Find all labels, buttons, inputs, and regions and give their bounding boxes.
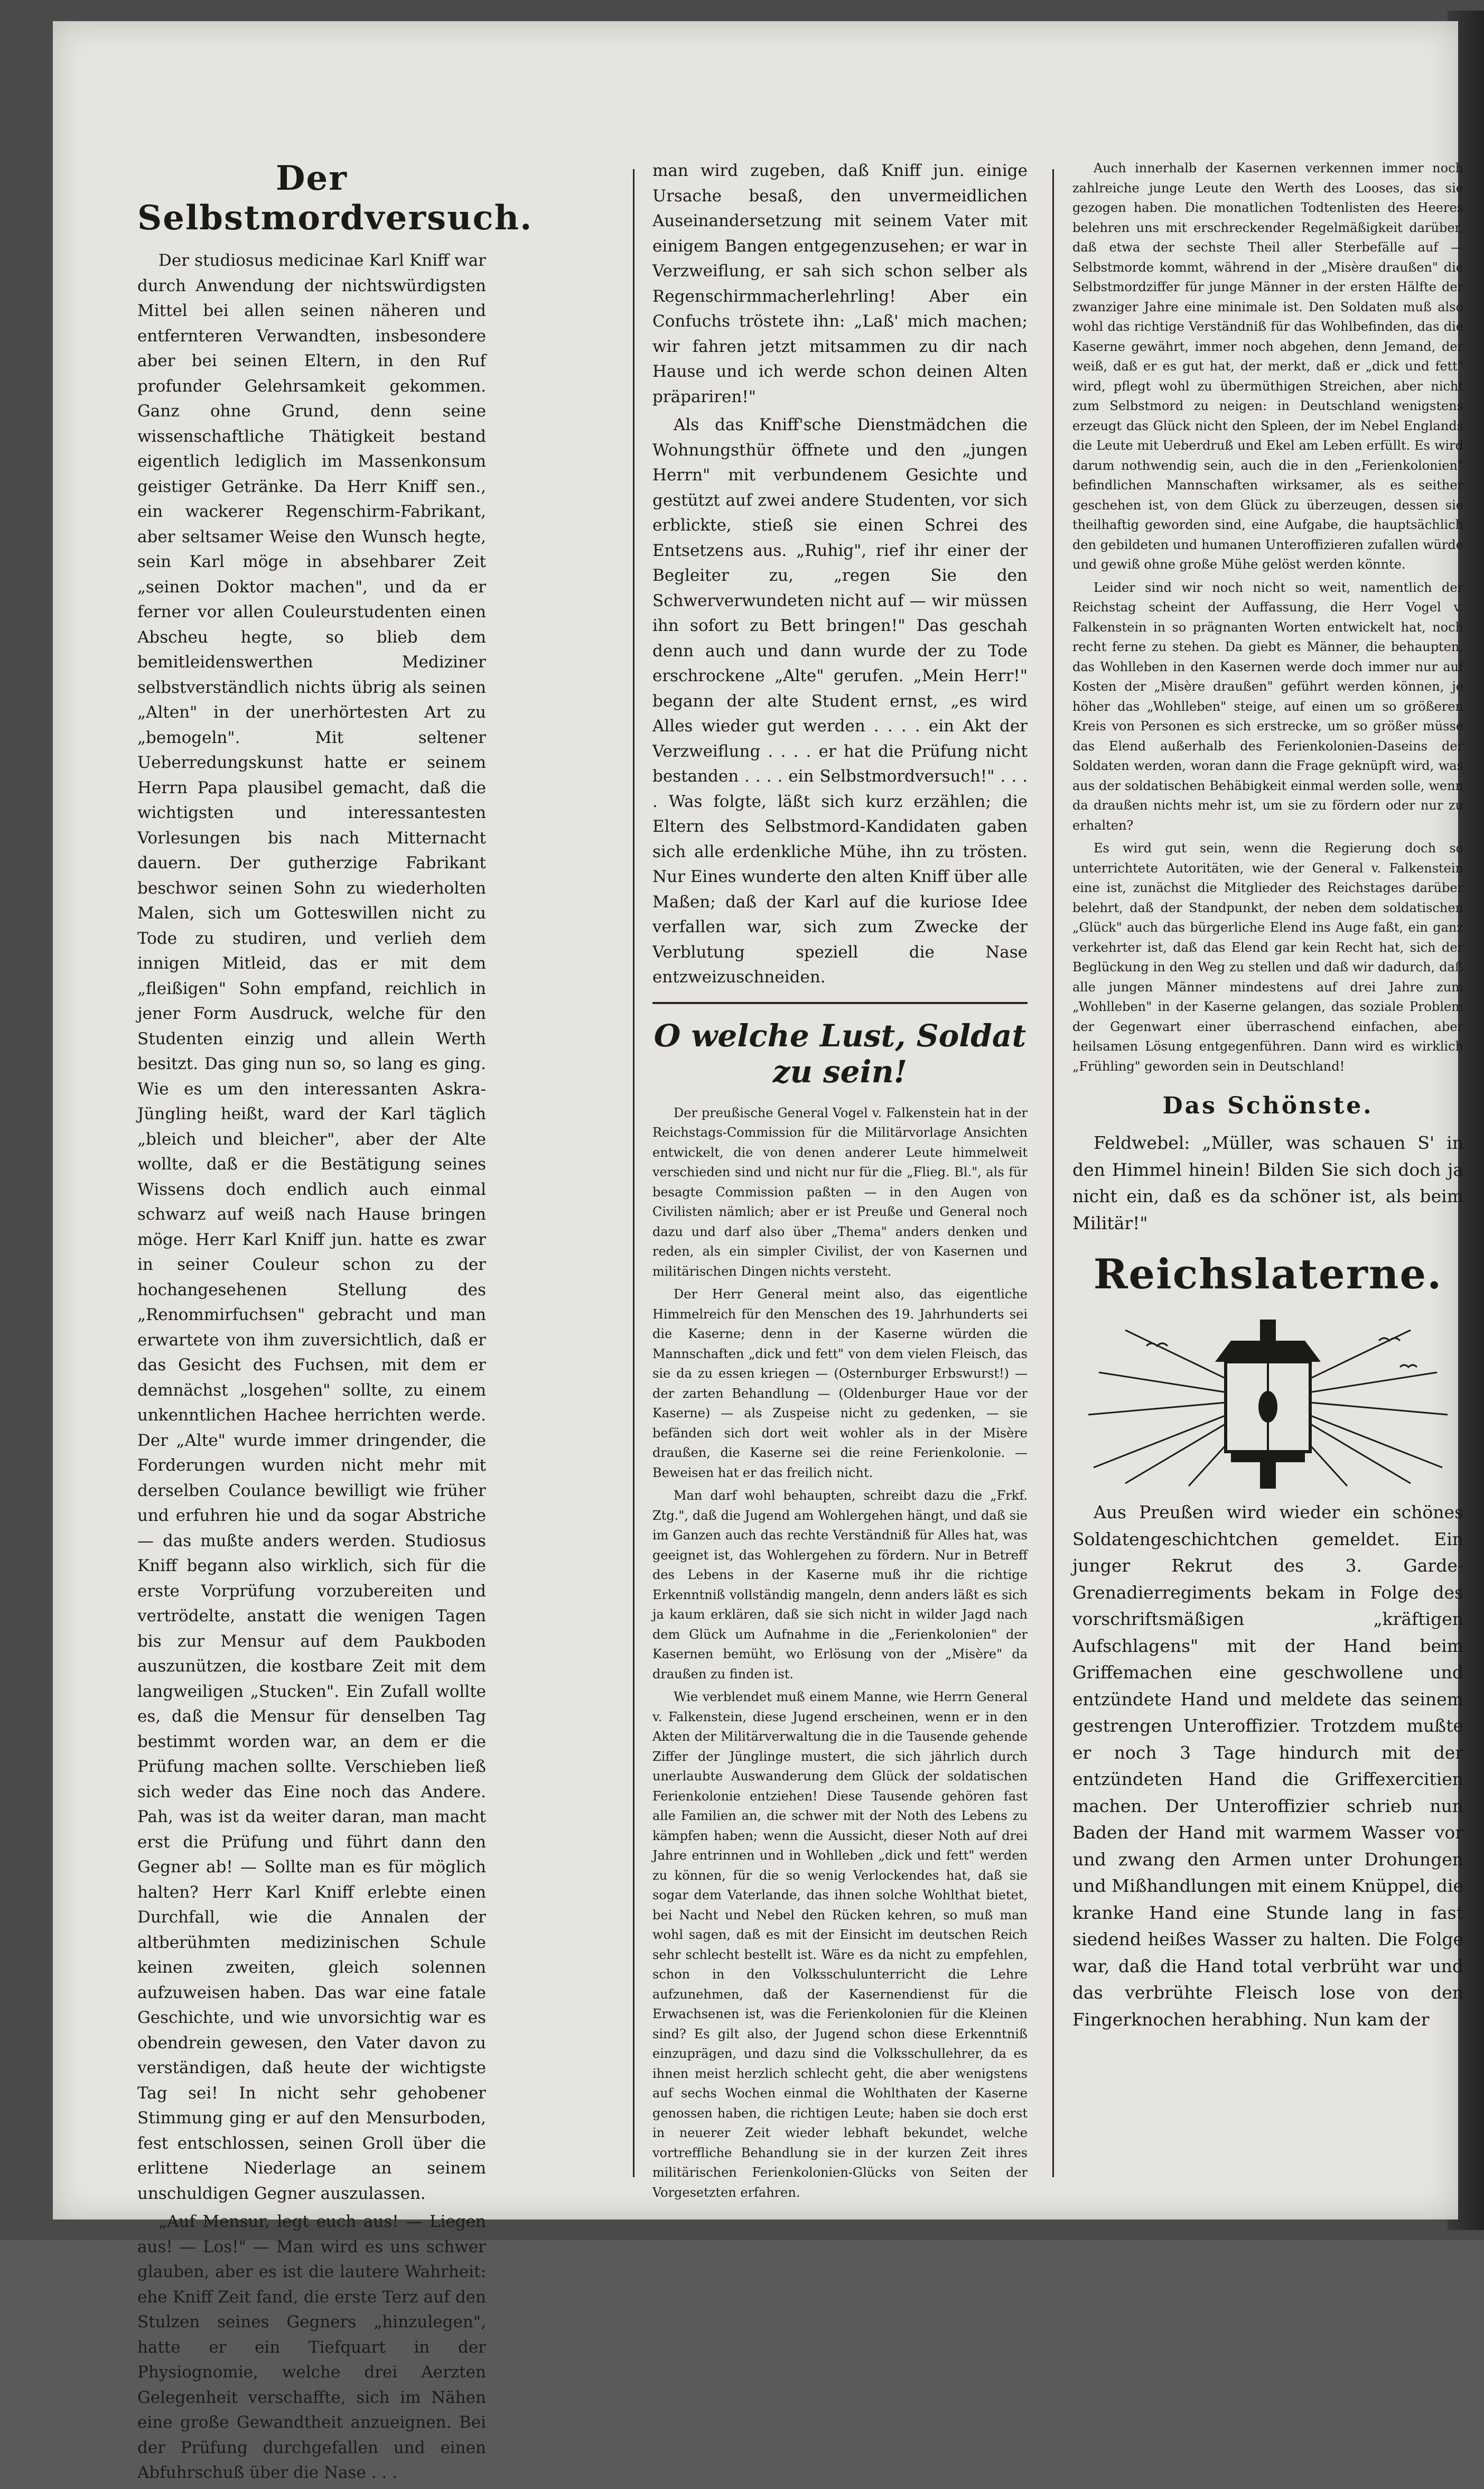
paragraph: Es wird gut sein, wenn die Regierung doch so unterrichtete Autoritäten, wie der General v. Falkenstein eine ist, zunächst die Mitglieder des Reichstages darüber belehrt, daß der Standpunkt, der neben dem soldatischen „Glück" auch das bürgerliche Elend ins Auge faßt, ein ganz verkehrter ist, daß das Elend gar kein Recht hat, sich der Beglückung in den Weg zu stellen und daß wir dadurch, daß alle jungen Männer mindestens auf drei Jahre zum „Wohlleben" in der Kaserne gelangen, das soziale Problem der Gegenwart einer überraschend einfachen, aber heilsamen Lösung entgegenführen. Dann wird es wirklich „Frühling" geworden sein in Deutschland! (1072, 841, 1463, 1074)
article-continuation-selbstmordversuch (652, 159, 1028, 990)
article-continuation-soldat (1072, 159, 1463, 1076)
paragraph: Wie verblendet muß einem Manne, wie Herrn General v. Falkenstein, diese Jugend erscheinen, wenn er in den Akten der Militärverwaltung die in die Tausende gehende Ziffer der Jünglinge mustert, die sich jährlich durch unerlaubte Auswanderung dem Glück der soldatischen Ferienkolonie entziehen! Diese Tausende gehören fast alle Familien an, die schwer mit der Noth des Lebens zu kämpfen haben; wenn die Aussicht, dieser Noth auf drei Jahre entrinnen und in Wohlleben „dick und fett" werden zu können, für die so wenig Verlockendes hat, daß sie sogar dem Vaterlande, das ihnen solche Wohlthat bietet, bei Nacht und Nebel den Rücken kehren, so muß man wohl sagen, daß es mit der Einsicht im deutschen Reich sehr schlecht bestellt ist. Wäre es da nicht zu empfehlen, schon in den Volksschulunterricht die Lehre aufzunehmen, daß der Kasernendienst für die Erwachsenen ist, was die Ferienkolonien für die Kleinen sind? Es gilt also, der Jugend schon diese Erkenntniß einzuprägen, und dazu sind die Volksschullehrer, da es ihnen meist herzlich schlecht geht, die aber wenigstens auf sechs Wochen einmal die Wohlthaten der Kaserne genossen haben, die richtigen Leute; haben sie doch erst in neuerer Zeit wieder lebhaft bekundet, welche vortreffliche Behandlung sie in der kurzen Zeit ihres militärischen Ferienkolonien-Glücks von Seiten der Vorgesetzten erfahren. (652, 1689, 1028, 2200)
column-1 (137, 159, 533, 2489)
paragraph: man wird zugeben, daß Kniff jun. einige Ursache besaß, den unvermeidlichen Auseinandersetzung mit seinem Vater mit einigem Bangen entgegenzusehen; er war in Verzweiflung, er sah sich schon selber als Regenschirmmacherlehrling! Aber ein Confuchs tröstete ihn: „Laß' mich machen; wir fahren jetzt mitsammen zu dir nach Hause und ich werde schon deinen Alten präpariren!" (652, 161, 1028, 406)
paragraph: „Auf Mensur, legt euch aus! — Liegen aus! — Los!" — Man wird es uns schwer glauben, aber es ist die lautere Wahrheit: ehe Kniff Zeit fand, die erste Terz auf den Stulzen seines Gegners „hinzulegen", hatte er ein Tiefquart in der Physiognomie, welche drei Aerzten Gelegenheit verschaffte, sich im Nähen eine große Gewandtheit anzueignen. Bei der Prüfung durchgefallen und einen Abfuhrschuß über die Nase . . . (137, 2212, 486, 2482)
paragraph: Man darf wohl behaupten, schreibt dazu die „Frkf. Ztg.", daß die Jugend am Wohlergehen hängt, und daß sie im Ganzen auch das rechte Verständniß für Alles hat, was geeignet ist, das Wohlergehen zu fördern. Nur in Betreff des Lebens in der Kaserne muß ihr die richtige Erkenntniß vollständig mangeln, denn anders läßt es sich ja kaum erklären, daß sie sich nicht in wilder Jagd nach dem Glück um Aufnahme in die „Ferienkolonien" der Kasernen bemüht, wo Erlösung von der „Misère" da draußen zu finden ist. (652, 1488, 1028, 1682)
paragraph: Aus Preußen wird wieder ein schönes Soldatengeschichtchen gemeldet. Ein junger Rekrut des 3. Garde-Grenadierregiments bekam in Folge des vorschriftsmäßigen „kräftigen Aufschlagens" mit der Hand beim Griffemachen eine geschwollene und entzündete Hand und meldete das seinem gestrengen Unteroffizier. Trotzdem mußte er noch 3 Tage hindurch mit der entzündeten Hand die Griffexercitien machen. Der Unteroffizier schrieb nun Baden der Hand mit warmem Wasser vor und zwang den Armen unter Drohungen und Mißhandlungen mit einem Knüppel, die kranke Hand eine Stunde lang in fast siedend heißes Wasser zu halten. Die Folge war, daß die Hand total verbrüht war und das verbrühte Fleisch lose von den Fingerknochen herabhing. Nun kam der (1072, 1502, 1463, 2030)
paragraph: Leider sind wir noch nicht so weit, namentlich der Reichstag scheint der Auffassung, die Herr Vogel v. Falkenstein in so prägnanten Worten entwickelt hat, noch recht ferne zu stehen. Da giebt es Männer, die behaupten, das Wohlleben in den Kasernen werde doch immer nur auf Kosten der „Misère draußen" geführt werden können, je höher das „Wohlleben" steige, auf einen um so größeren Kreis von Personen es sich erstrecke, um so größer müsse das Elend außerhalb des Ferienkolonien-Daseins der Soldaten werden, woran dann die Frage geknüpft wird, was aus der soldatischen Behäbigkeit einmal werden solle, wenn da draußen nichts mehr ist, um sie zu fördern oder nur zu erhalten? (1072, 580, 1463, 833)
article-body-das-schoenste (1072, 1130, 1463, 1237)
column-rule-1 (633, 169, 634, 2177)
column-3 (1072, 159, 1463, 2036)
lantern-illustration (1083, 1309, 1453, 1489)
paragraph: Feldwebel: „Müller, was schauen S' in den Himmel hinein! Bilden Sie sich doch ja nicht ein, daß es da schöner ist, als beim Militär!" (1072, 1132, 1463, 1233)
article-title-selbstmordversuch: Der Selbstmordversuch. (137, 159, 533, 238)
paragraph: Der Herr General meint also, das eigentliche Himmelreich für den Menschen des 19. Jahrhunderts sei die Kaserne; denn in der Kaserne würden die Mannschaften „dick und fett" von dem vielen Fleisch, das sie da zu essen kriegen — (Osternburger Erbswurst!) — der zarten Behandlung — (Oldenburger Haue vor der Kaserne) — als Zuspeise nicht zu gedenken, — sie befänden sich dort weit wohler als in der Misère draußen, die Kaserne sei die reine Ferienkolonie. — Beweisen hat er das freilich nicht. (652, 1287, 1028, 1480)
article-title-soldat: O welche Lust, Soldat zu sein! (654, 1017, 1026, 1090)
article-title-das-schoenste: Das Schönste. (1162, 1092, 1374, 1119)
column-rule-2 (1052, 169, 1054, 2177)
paragraph: Auch innerhalb der Kasernen verkennen immer noch zahlreiche junge Leute den Werth des Looses, das sie gezogen haben. Die monatlichen Todtenlisten des Heeres belehren uns mit erschreckender Regelmäßigkeit darüber, daß etwa der sechste Theil aller Sterbefälle auf — Selbstmorde kommt, während in der „Misère draußen" die Selbstmordziffer für junge Männer in der ersten Hälfte der zwanziger Jahre eine minimale ist. Den Soldaten muß also wohl das richtige Verständniß für das Wohlbefinden, das die Kaserne gewährt, immer noch abgehen, denn Jemand, der weiß, daß er es gut hat, der merkt, daß er „dick und fett" wird, pflegt wohl zu übermüthigen Streichen, aber nicht zum Selbstmord zu neigen: in Deutschland wenigstens erzeugt das Glück nicht den Spleen, der im Nebel Englands die Leute mit Ueberdruß und Ekel am Leben erfüllt. Es wird darum nothwendig sein, auch die in den „Ferienkolonien" befindlichen Mannschaften wirksamer, als es seither geschehen ist, von dem Glück zu überzeugen, dessen sie theilhaftig geworden sind, eine Aufgabe, die hauptsächlich den gebildeten und humanen Unteroffizieren zufallen würde und gewiß ohne große Mühe gelöst werden könnte. (1072, 161, 1463, 572)
article-body-selbstmordversuch (137, 248, 486, 2486)
article-body-soldat (652, 1103, 1028, 2203)
section-divider (652, 1002, 1028, 1004)
column-2 (652, 159, 1028, 2206)
article-body-reichslaterne (1072, 1499, 1463, 2033)
paragraph: Der studiosus medicinae Karl Kniff war durch Anwendung der nichtswürdigsten Mittel bei allen seinen näheren und entfernteren Verwandten, insbesondere aber bei seinen Eltern, in den Ruf profunder Gelehrsamkeit gekommen. Ganz ohne Grund, denn seine wissenschaftliche Thätigkeit bestand eigentlich lediglich im Massenkonsum geistiger Getränke. Da Herr Kniff sen., ein wackerer Regenschirm-Fabrikant, aber seltsamer Weise den Wunsch hegte, sein Karl möge in absehbarer Zeit „seinen Doktor machen", und da er ferner vor allen Couleurstudenten einen Abscheu hegte, so blieb dem bemitleidenswerthen Mediziner selbstverständlich nichts übrig als seinen „Alten" in der unerhörtesten Art zu „bemogeln". Mit seltener Ueberredungskunst hatte er seinem Herrn Papa plausibel gemacht, daß die wichtigsten und interessantesten Vorlesungen bis nach Mitternacht dauern. Der gutherzige Fabrikant beschwor seinen Sohn zu wiederholten Malen, sich um Gotteswillen nicht zu Tode zu studiren, und verlieh dem innigen Mitleid, das er mit dem „fleißigen" Sohn empfand, reichlich in jener Form Ausdruck, welche für den Studenten einzig und allein Werth besitzt. Das ging nun so, so lang es ging. Wie es um den interessanten Askra-Jüngling heißt, ward der Karl täglich „bleich und bleicher", aber der Alte wollte, daß er die Bestätigung seines Wissens doch endlich auch einmal schwarz auf weiß nach Hause bringen möge. Herr Karl Kniff jun. hatte es zwar in seiner Couleur schon zu der hochangesehenen Stellung des „Renommirfuchsen" gebracht und man erwartete von ihm zuversichtlich, daß er das Gesicht des Fuchsen, mit dem er demnächst „losgehen" sollte, zu einem unkenntlichen Hachee herrichten werde. Der „Alte" wurde immer dringender, die Forderungen wurden nicht mehr mit derselben Coulance bewilligt wie früher und erfuhren hie und da sogar Abstriche — das mußte anders werden. Studiosus Kniff begann also wirklich, sich für die erste Vorprüfung vorzubereiten und vertrödelte, anstatt die wenigen Tagen bis zur Mensur auf dem Paukboden auszunützen, die kostbare Zeit mit dem langweiligen „Stucken". Ein Zufall wollte es, daß die Mensur für denselben Tag bestimmt worden war, an dem er die Prüfung machen sollte. Verschieben ließ sich weder das Eine noch das Andere. Pah, was ist da weiter daran, man macht erst die Prüfung und führt dann den Gegner ab! — Sollte man es für möglich halten? Herr Karl Kniff erlebte einen Durchfall, wie die Annalen der altberühmten medizinischen Schule keinen zweiten, gleich solennen aufzuweisen haben. Das war eine fatale Geschichte, und wie unvorsichtig war es obendrein gewesen, den Vater davon zu verständigen, daß heute der wichtigste Tag sei! In nicht sehr gehobener Stimmung ging er auf den Mensurboden, fest entschlossen, seinen Groll über die erlittene Niederlage an seinem unschuldigen Gegner auszulassen. (137, 251, 486, 2203)
paragraph: Der preußische General Vogel v. Falkenstein hat in der Reichstags-Commission für die Militärvorlage Ansichten entwickelt, die von denen anderer Leute himmelweit verschieden sind und nicht nur für die „Flieg. Bl.", als für besagte Commission paßten — in den Augen von Civilisten nämlich; aber er ist Preuße und General noch dazu und darf also über „Thema" anders denken und reden, als ein simpler Civilist, der von Kasernen und militärischen Dingen nichts versteht. (652, 1105, 1028, 1279)
article-title-reichslaterne: Reichslaterne. (1093, 1250, 1443, 1298)
paragraph: Als das Kniff'sche Dienstmädchen die Wohnungsthür öffnete und den „jungen Herrn" mit verbundenem Gesichte und gestützt auf zwei andere Studenten, vor sich erblickte, stieß sie einen Schrei des Entsetzens aus. „Ruhig", rief ihr einer der Begleiter zu, „regen Sie den Schwerverwundeten nicht auf — wir müssen ihn sofort zu Bett bringen!" Das geschah denn auch und dann wurde der zu Tode erschrockene „Alte" gerufen. „Mein Herr!" begann der alte Student ernst, „es wird Alles wieder gut werden . . . . ein Akt der Verzweiflung . . . . er hat die Prüfung nicht bestanden . . . . ein Selbstmordversuch!" . . . . Was folgte, läßt sich kurz erzählen; die Eltern des Selbstmord-Kandidaten gaben sich alle erdenkliche Mühe, ihn zu trösten. Nur Eines wunderte den alten Kniff über alle Maßen; daß der Karl auf die kuriose Idee verfallen war, sich zum Zwecke der Verblutung speziell die Nase entzweizuschneiden. (652, 415, 1028, 987)
